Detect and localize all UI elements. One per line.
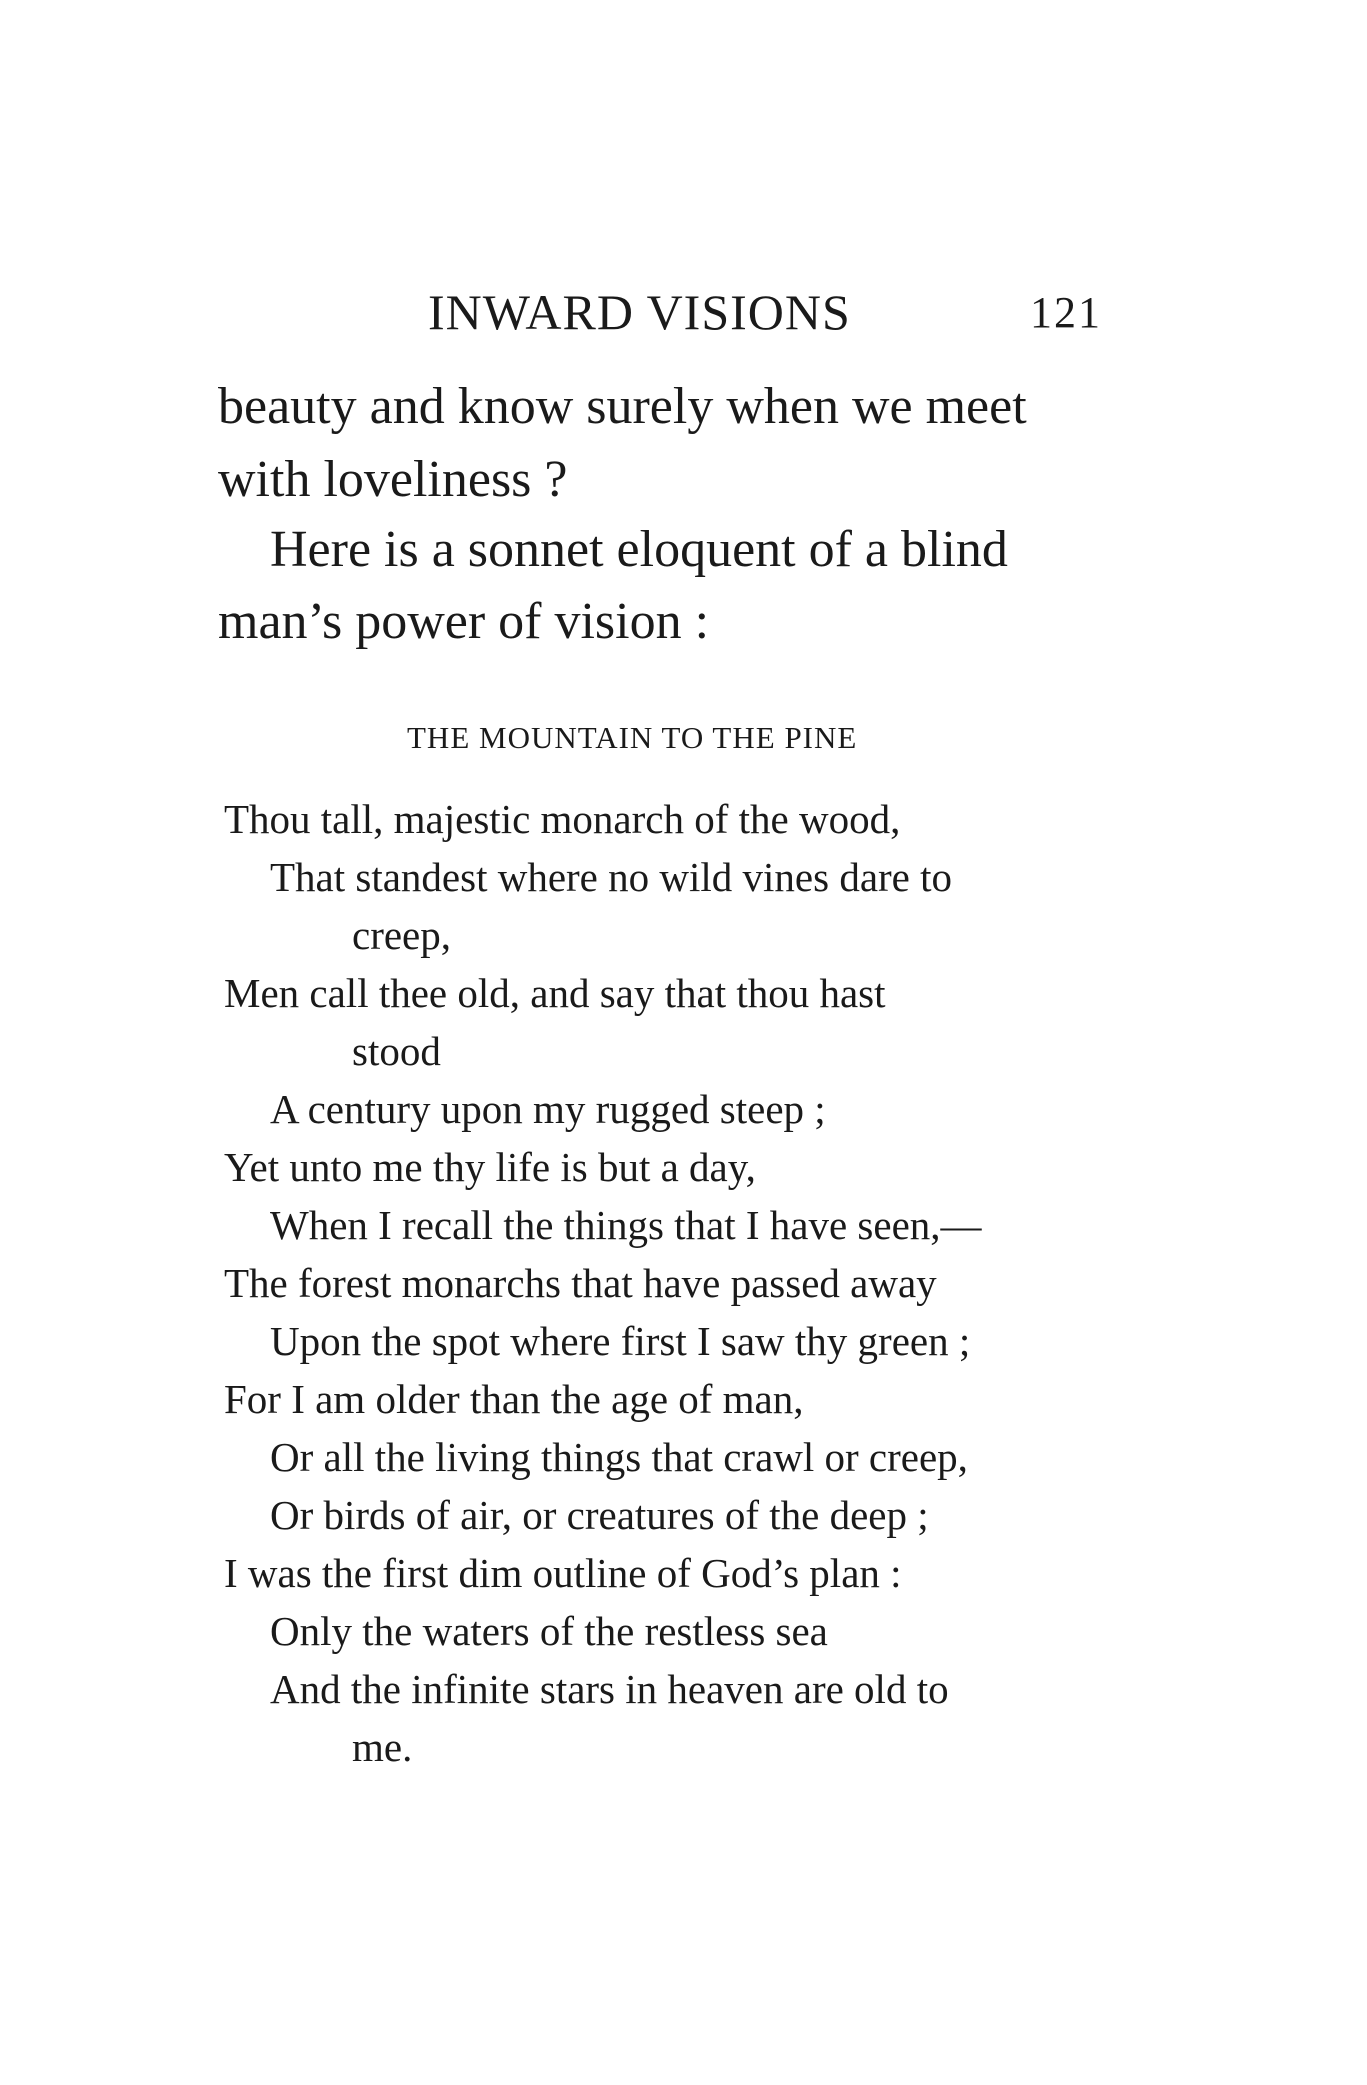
poem-line: A century upon my rugged steep ; xyxy=(270,1086,826,1132)
prose-line: beauty and know surely when we meet xyxy=(218,378,1027,435)
poem-line: And the infinite stars in heaven are old to xyxy=(270,1666,949,1712)
prose-line: Here is a sonnet eloquent of a blind xyxy=(270,521,1008,578)
page-number: 121 xyxy=(1030,288,1102,337)
poem-line: Yet unto me thy life is but a day, xyxy=(224,1144,756,1190)
poem-line: creep, xyxy=(352,912,451,958)
poem-line: I was the first dim outline of God’s plan : xyxy=(224,1550,902,1596)
poem-line: For I am older than the age of man, xyxy=(224,1376,804,1422)
poem-line: Upon the spot where first I saw thy green ; xyxy=(270,1318,971,1364)
poem-line: Or birds of air, or creatures of the deep ; xyxy=(270,1492,929,1538)
poem-line: Men call thee old, and say that thou hast xyxy=(224,970,886,1016)
poem-line: stood xyxy=(352,1028,441,1074)
poem-line: The forest monarchs that have passed away xyxy=(224,1260,937,1306)
running-header: INWARD VISIONS xyxy=(428,284,851,340)
poem-line: Thou tall, majestic monarch of the wood, xyxy=(224,796,901,842)
prose-line: man’s power of vision : xyxy=(218,593,710,650)
prose-line: with loveliness ? xyxy=(218,451,568,508)
poem-line: Or all the living things that crawl or creep, xyxy=(270,1434,968,1480)
poem-line: Only the waters of the restless sea xyxy=(270,1608,828,1654)
poem-line: That standest where no wild vines dare to xyxy=(270,854,953,900)
poem-title: THE MOUNTAIN TO THE PINE xyxy=(407,720,858,755)
poem-line: me. xyxy=(352,1724,413,1770)
poem-line: When I recall the things that I have seen,— xyxy=(270,1202,982,1248)
